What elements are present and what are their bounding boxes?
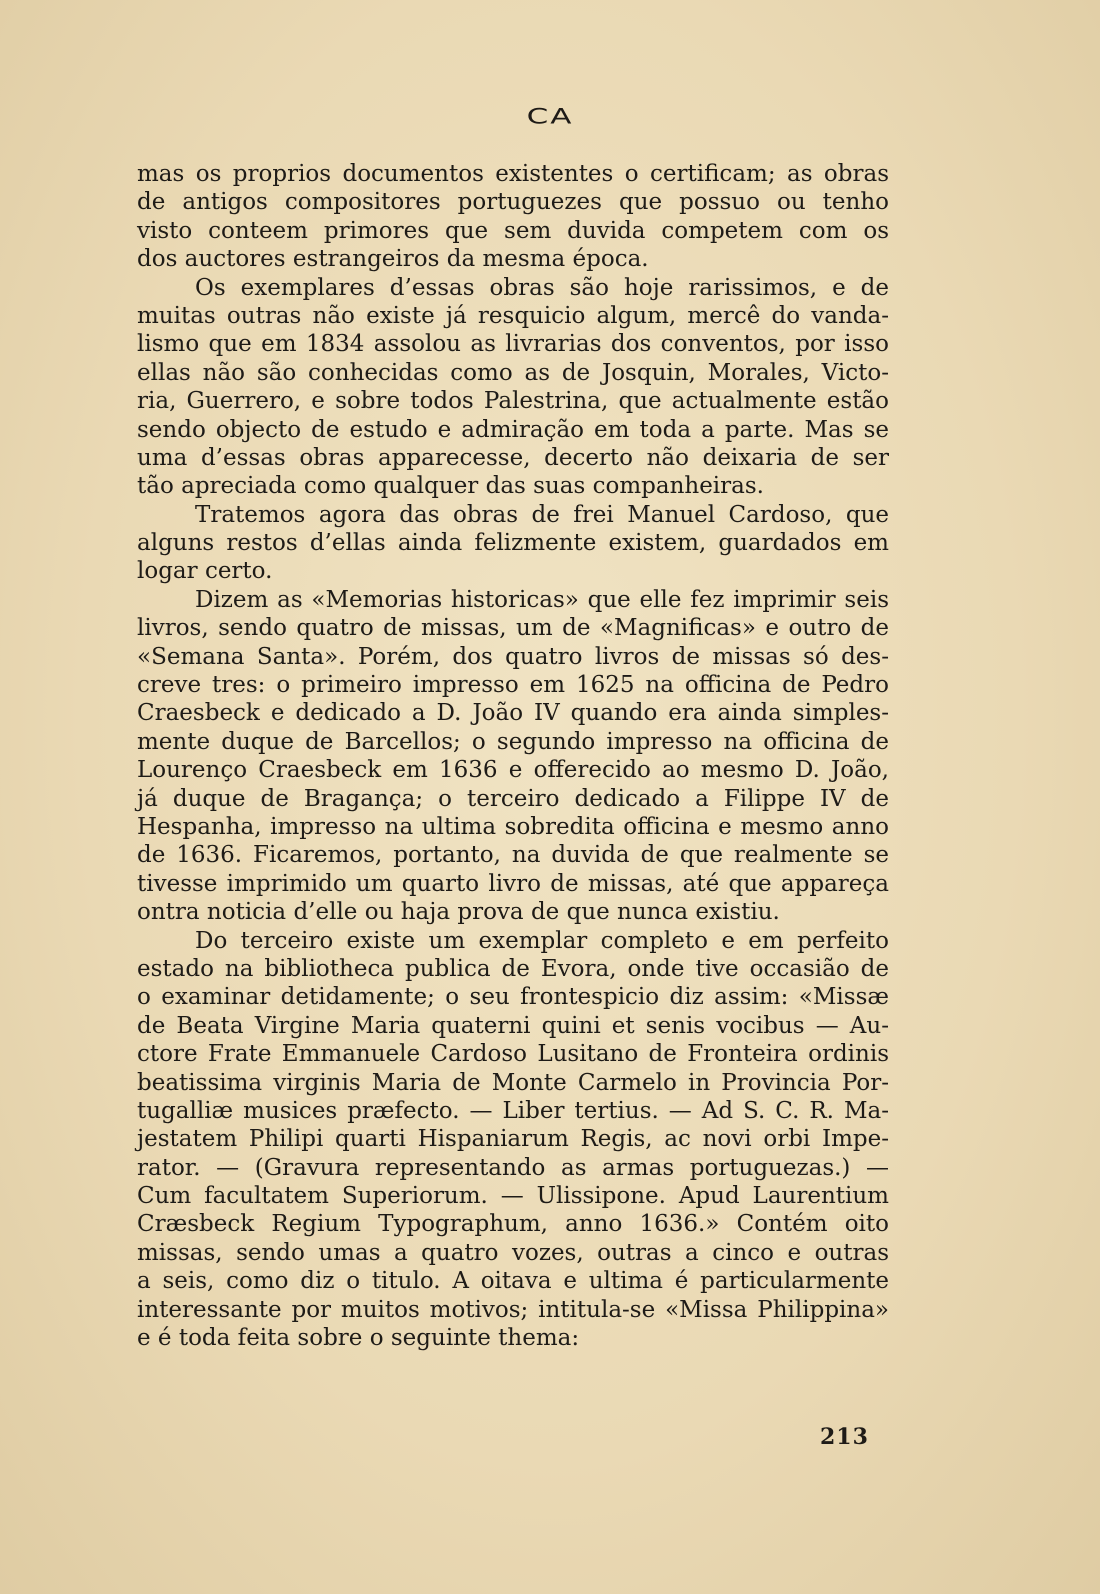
text-line: muitas outras não existe já resquicio algum, mercê do vanda- xyxy=(137,302,889,329)
text-line: Cræsbeck Regium Typographum, anno 1636.» Contém oito xyxy=(137,1211,889,1238)
text-line: interessante por muitos motivos; intitula-se «Missa Philippina» xyxy=(137,1296,889,1323)
text-line: a seis, como diz o titulo. A oitava e ultima é particularmente xyxy=(137,1268,889,1295)
text-line: tivesse imprimido um quarto livro de missas, até que appareça xyxy=(137,870,889,897)
text-line: Craesbeck e dedicado a D. João IV quando era ainda simples- xyxy=(137,700,889,727)
text-line: Os exemplares d’essas obras são hoje rarissimos, e de xyxy=(195,274,889,301)
text-line: tão apreciada como qualquer das suas companheiras. xyxy=(137,473,764,500)
text-line: Dizem as «Memorias historicas» que elle fez imprimir seis xyxy=(195,586,889,613)
text-line: visto conteem primores que sem duvida competem com os xyxy=(137,217,889,244)
text-line: tugalliæ musices præfecto. — Liber tertius. — Ad S. C. R. Ma- xyxy=(137,1097,889,1124)
text-line: Hespanha, impresso na ultima sobredita officina e mesmo anno xyxy=(137,813,889,840)
body-text xyxy=(137,160,889,1352)
text-line: ontra noticia d’elle ou haja prova de que nunca existiu. xyxy=(137,899,780,926)
text-line: jestatem Philipi quarti Hispaniarum Regis, ac novi orbi Impe- xyxy=(137,1126,889,1153)
text-line: alguns restos d’ellas ainda felizmente existem, guardados em xyxy=(137,530,889,557)
text-line: estado na bibliotheca publica de Evora, onde tive occasião de xyxy=(137,955,889,982)
text-line: já duque de Bragança; o terceiro dedicado a Filippe IV de xyxy=(137,785,889,812)
text-line: livros, sendo quatro de missas, um de «Magnificas» e outro de xyxy=(137,615,889,642)
text-line: Lourenço Craesbeck em 1636 e offerecido ao mesmo D. João, xyxy=(137,757,889,784)
text-line: beatissima virginis Maria de Monte Carmelo in Provincia Por- xyxy=(137,1069,889,1096)
text-line: missas, sendo umas a quatro vozes, outras a cinco e outras xyxy=(137,1239,889,1266)
text-line: Cum facultatem Superiorum. — Ulissipone. Apud Laurentium xyxy=(137,1183,889,1210)
text-line: mente duque de Barcellos; o segundo impresso na officina de xyxy=(137,728,889,755)
text-line: de 1636. Ficaremos, portanto, na duvida de que realmente se xyxy=(137,842,889,869)
text-line: Tratemos agora das obras de frei Manuel Cardoso, que xyxy=(195,501,889,528)
text-line: de antigos compositores portuguezes que possuo ou tenho xyxy=(137,189,889,216)
text-line: sendo objecto de estudo e admiração em toda a parte. Mas se xyxy=(137,416,889,443)
text-line: e é toda feita sobre o seguinte thema: xyxy=(137,1325,580,1352)
text-line: lismo que em 1834 assolou as livrarias dos conventos, por isso xyxy=(137,331,889,358)
text-line: ria, Guerrero, e sobre todos Palestrina, que actualmente estão xyxy=(137,388,889,415)
text-line: mas os proprios documentos existentes o certificam; as obras xyxy=(137,161,889,187)
text-line: dos auctores estrangeiros da mesma época. xyxy=(137,246,649,273)
text-line: ellas não são conhecidas como as de Josquin, Morales, Victo- xyxy=(137,359,889,386)
text-line: «Semana Santa». Porém, dos quatro livros de missas só des- xyxy=(137,643,889,670)
running-head: CA xyxy=(526,104,574,130)
text-line: rator. — (Gravura representando as armas portuguezas.) — xyxy=(137,1154,889,1181)
text-line: o examinar detidamente; o seu frontespicio diz assim: «Missæ xyxy=(137,984,889,1011)
text-line: creve tres: o primeiro impresso em 1625 na officina de Pedro xyxy=(137,672,889,699)
page-number: 213 xyxy=(820,1424,869,1450)
text-line: logar certo. xyxy=(137,558,273,585)
text-line: Do terceiro existe um exemplar completo e em perfeito xyxy=(195,927,889,954)
text-line: ctore Frate Emmanuele Cardoso Lusitano de Fronteira ordinis xyxy=(137,1041,889,1068)
text-line: de Beata Virgine Maria quaterni quini et senis vocibus — Au- xyxy=(137,1012,889,1039)
text-line: uma d’essas obras apparecesse, decerto não deixaria de ser xyxy=(137,444,889,471)
